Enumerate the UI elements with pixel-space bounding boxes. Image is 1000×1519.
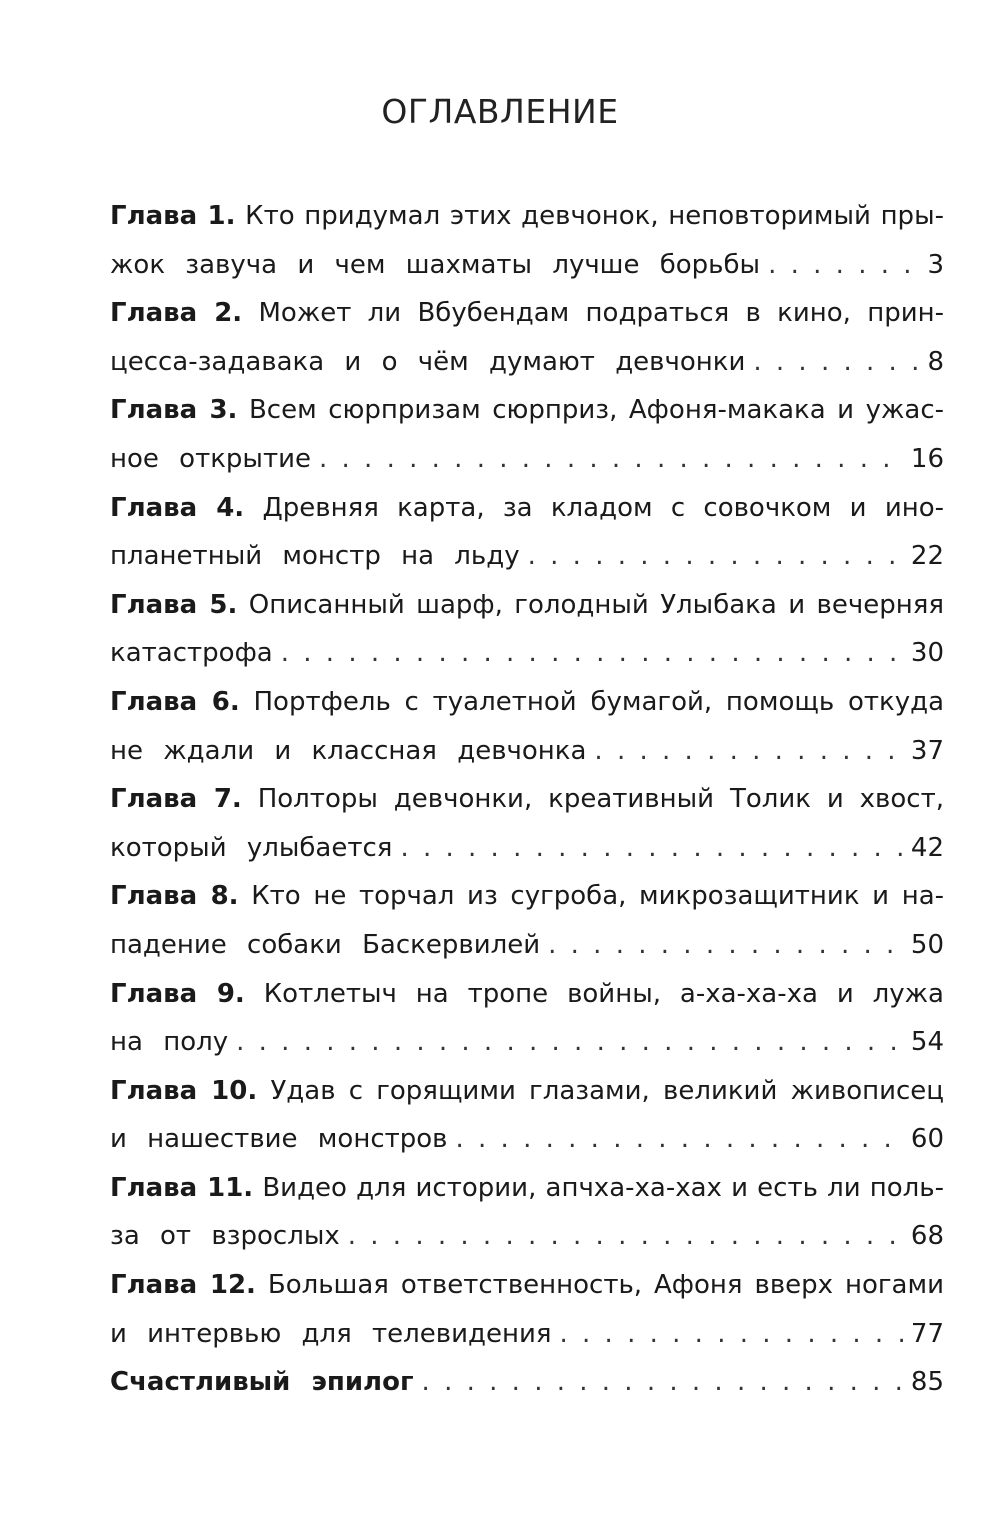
page-number: 77 [910,1318,944,1349]
chapter-title-line-1: Описанный шарф, голодный Улыбака и вечерняя [248,589,944,620]
toc-entry-epilogue[interactable] [110,1358,944,1407]
page-number: 3 [927,249,944,280]
page-number: 37 [910,735,944,766]
chapter-number: Глава 8. [110,881,239,912]
leader-dots [422,1358,905,1407]
page-number: 85 [910,1367,944,1398]
toc-entry-chapter-7[interactable] [110,775,944,872]
toc-entry-chapter-6[interactable] [110,678,944,775]
page-number: 22 [910,541,944,572]
chapter-number: Глава 7. [110,784,242,815]
leader-dots [319,435,905,484]
chapter-title-line-2: цесса-задавака и о чём думают девчонки [110,346,746,377]
toc-entry-chapter-8[interactable] [110,872,944,969]
chapter-title-line-1: Кто не торчал из сугроба, микрозащитник и на- [251,881,945,912]
chapter-title-line-2: ное открытие [110,443,311,474]
leader-dots [560,1310,905,1359]
page-number: 54 [910,1027,944,1058]
leader-dots [236,1018,905,1067]
chapter-title-line-2: планетный монстр на льду [110,541,520,572]
chapter-title-line-1: Древняя карта, за кладом с совочком и ино- [262,492,945,523]
chapter-title-line-2: катастрофа [110,638,273,669]
toc-entry-chapter-1[interactable] [110,192,944,289]
toc-entry-chapter-3[interactable] [110,386,944,483]
chapter-number: Глава 6. [110,686,240,717]
page-number: 50 [910,929,944,960]
chapter-title-line-1: Может ли Вбубендам подраться в кино, прин- [258,298,944,329]
toc-entry-chapter-4[interactable] [110,484,944,581]
chapter-title-line-2: и нашествие монстров [110,1124,448,1155]
toc-entry-chapter-11[interactable] [110,1164,944,1261]
toc-entry-chapter-9[interactable] [110,970,944,1067]
chapter-title-line-1: Большая ответственность, Афоня вверх ногами [267,1270,944,1301]
chapter-title-line-2: за от взрослых [110,1221,340,1252]
toc-entry-chapter-5[interactable] [110,581,944,678]
chapter-number: Глава 10. [110,1075,258,1106]
chapter-number: Глава 3. [110,395,238,426]
chapter-title-line-1: Полторы девчонки, креативный Толик и хвост, [257,784,944,815]
epilogue-label: Счастливый эпилог [110,1367,414,1398]
chapter-title-line-1: Кто придумал этих девчонок, неповторимый пры- [245,201,944,231]
chapter-number: Глава 1. [110,201,236,231]
leader-dots [548,921,905,970]
toc-entry-chapter-10[interactable] [110,1067,944,1164]
chapter-number: Глава 2. [110,298,243,329]
chapter-title-line-2: который улыбается [110,832,393,863]
page-title: ОГЛАВЛЕНИЕ [381,92,619,131]
toc-entry-chapter-2[interactable] [110,289,944,386]
chapter-title-line-1: Котлетыч на тропе войны, а-ха-ха-ха и лужа [263,978,944,1009]
table-of-contents [110,192,944,1407]
chapter-number: Глава 5. [110,589,238,620]
leader-dots [400,824,904,873]
page-number: 30 [910,638,944,669]
leader-dots [456,1115,905,1164]
toc-entry-chapter-12[interactable] [110,1261,944,1358]
leader-dots [348,1212,905,1261]
chapter-title-line-1: Удав с горящими глазами, великий живописец [270,1075,945,1106]
leader-dots [281,629,905,678]
page-number: 68 [910,1221,944,1252]
chapter-title-line-2: на полу [110,1027,229,1058]
chapter-number: Глава 12. [110,1270,256,1301]
page-number: 8 [927,346,944,377]
leader-dots [768,241,921,290]
chapter-title-line-1: Всем сюрпризам сюрприз, Афоня-макака и ужас- [248,395,945,426]
chapter-title-line-2: падение собаки Баскервилей [110,929,541,960]
page-number: 60 [910,1124,944,1155]
chapter-number: Глава 11. [110,1172,254,1203]
page-number: 42 [910,832,944,863]
chapter-title-line-2: жок завуча и чем шахматы лучше борьбы [110,249,761,280]
chapter-title-line-1: Портфель с туалетной бумагой, помощь откуда [253,686,945,717]
page-number: 16 [910,443,944,474]
chapter-number: Глава 9. [110,978,245,1009]
leader-dots [594,727,904,776]
chapter-number: Глава 4. [110,492,245,523]
chapter-title-line-2: и интервью для телевидения [110,1318,552,1349]
leader-dots [528,532,905,581]
chapter-title-line-1: Видео для истории, апчха-ха-хах и есть ли поль- [262,1172,944,1203]
chapter-title-line-2: не ждали и классная девчонка [110,735,587,766]
leader-dots [753,338,921,387]
